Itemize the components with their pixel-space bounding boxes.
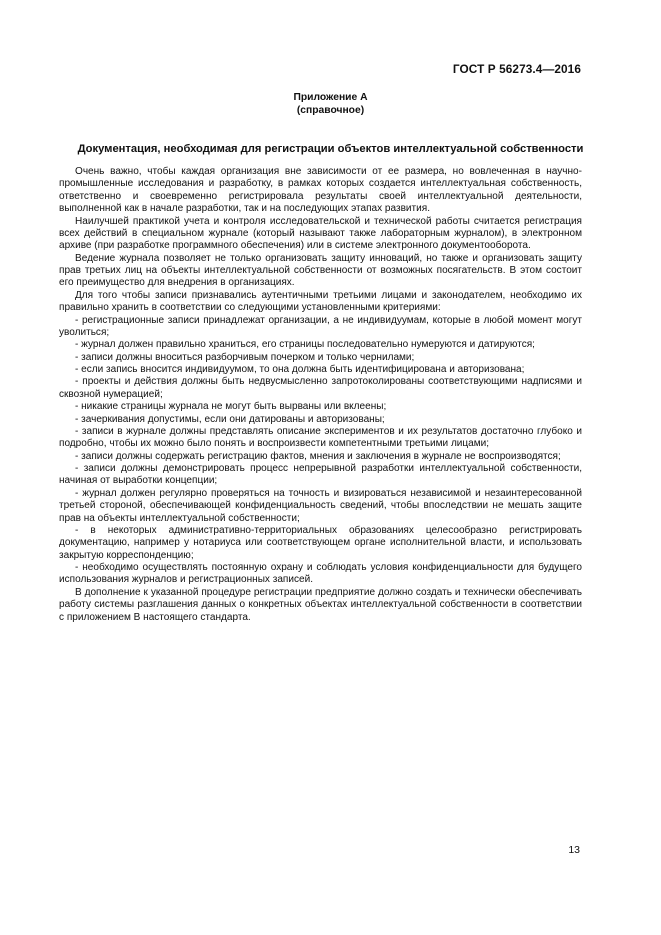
list-item: - проекты и действия должны быть недвусмысленно запротоколированы соответствующими надписями и сквозной нумерацией;	[59, 376, 582, 400]
paragraph: Для того чтобы записи признавались аутентичными третьими лицами и законодателем, необходимо их правильно хранить в соответствии со следующими установленными критериями:	[59, 289, 582, 314]
list-item: - записи должны демонстрировать процесс непрерывной разработки интеллектуальной собственности, начиная от выработки концепции;	[59, 463, 582, 487]
list-item: - записи должны содержать регистрацию фактов, мнения и заключения в журнале не воспроизводятся;	[75, 450, 561, 462]
standard-designation: ГОСТ Р 56273.4—2016	[452, 62, 581, 76]
paragraph: В дополнение к указанной процедуре регистрации предприятие должно создать и технически обеспечивать работу системы разглашения данных о конкретных объектах интеллектуальной собственности в соответствии с приложением В настоящего стандарта.	[59, 586, 582, 623]
page-number: 13	[568, 844, 580, 856]
document-title: Документация, необходимая для регистрации объектов интеллектуальной собственности	[77, 143, 584, 155]
list-item: - журнал должен правильно храниться, его страницы последовательно нумеруются и датируются;	[75, 339, 535, 351]
document-body	[59, 166, 582, 624]
annex-title: Приложение А	[293, 92, 368, 103]
list-item: - необходимо осуществлять постоянную охрану и соблюдать условия конфиденциальности для будущего использования журналов и регистрационных записей.	[59, 562, 582, 586]
list-item: - если запись вносится индивидуумом, то она должна быть идентифицирована и авторизована;	[75, 364, 525, 375]
list-item: - никакие страницы журнала не могут быть вырваны или вклеены;	[75, 401, 387, 413]
paragraph: Очень важно, чтобы каждая организация вне зависимости от ее размера, но вовлеченная в научно-промышленные исследования и разработку, в рамках которых создается интеллектуальная собственность, ответственно и своевременно регистрировала результаты своей интеллектуальной деятельности, выполненной как в начале разработки, так и на последующих этапах развития.	[59, 166, 582, 215]
annex-note: (справочное)	[296, 105, 365, 116]
paragraph: Наилучшей практикой учета и контроля исследовательской и технической работы считается регистрация всех действий в специальном журнале (который называют также лабораторным журналом), в электронном архиве (при разработке программного обеспечения) или в системе электронного документооборота.	[59, 215, 582, 252]
paragraph: Ведение журнала позволяет не только организовать защиту инноваций, но также и организовать защиту прав третьих лиц на объекты интеллектуальной собственности от возможных посягательств. В этом состоит его преимущество для внедрения в организациях.	[59, 252, 582, 289]
list-item: - регистрационные записи принадлежат организации, а не индивидуумам, которые в любой момент могут уволиться;	[59, 314, 582, 338]
list-item: - зачеркивания допустимы, если они датированы и авторизованы;	[75, 413, 385, 425]
list-item: - записи должны вноситься разборчивым почерком и только чернилами;	[75, 351, 415, 363]
list-item: - журнал должен регулярно проверяться на точность и визироваться независимой и незаинтересованной третьей стороной, обеспечивающей конфиденциальность сведений, чтобы впоследствии не мешать защите прав на объекты интеллектуальной собственности;	[59, 487, 582, 524]
list-item: - записи в журнале должны представлять описание экспериментов и их результатов достаточно глубоко и подробно, чтобы их можно было понять и воспроизвести компетентными третьими лицами;	[59, 425, 582, 450]
list-item: - в некоторых административно-территориальных образованиях целесообразно регистрировать документацию, например у нотариуса или соответствующем органе исполнительной власти, и использовать закрытую корреспонденцию;	[59, 524, 582, 561]
